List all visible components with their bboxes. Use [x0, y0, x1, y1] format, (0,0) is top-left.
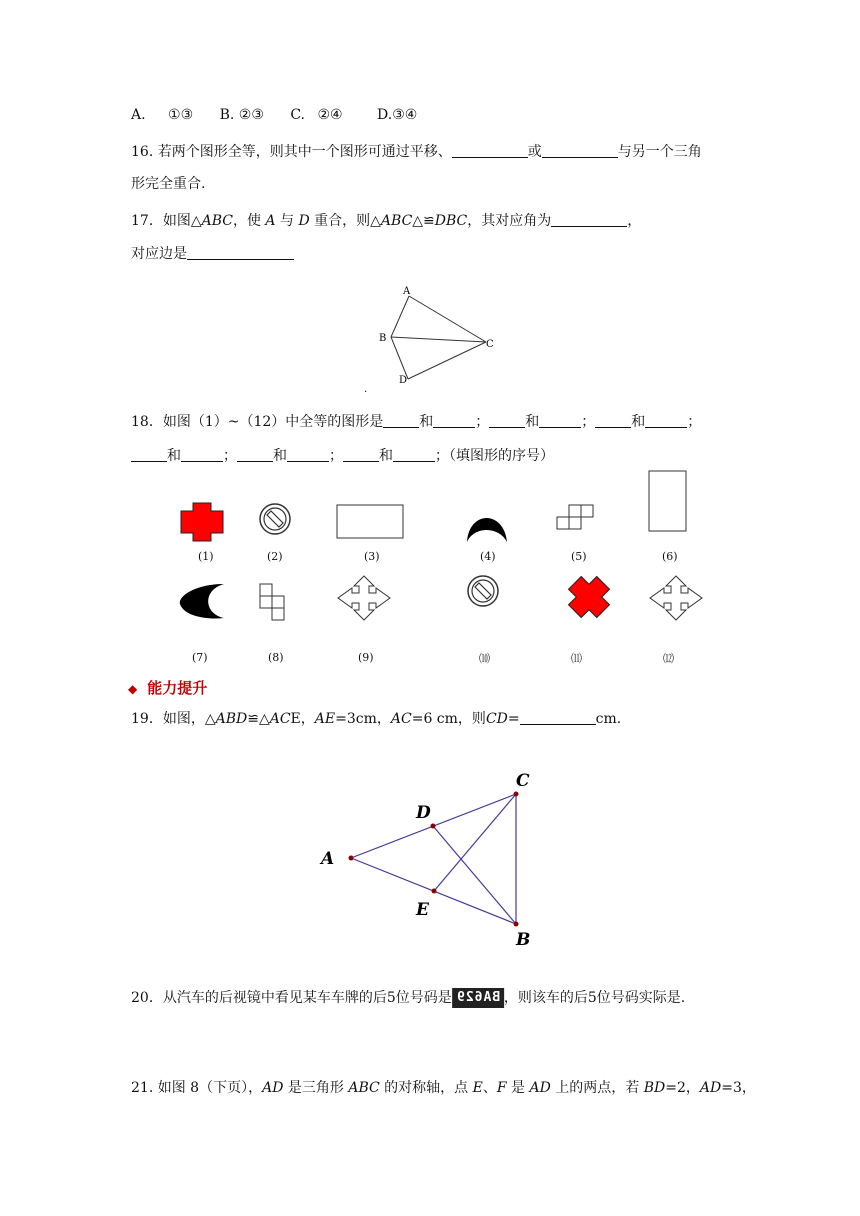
- answer-blank[interactable]: [452, 143, 528, 158]
- q15-options: [131, 106, 417, 124]
- caption-7: (7): [192, 651, 208, 664]
- shape-11-red-cross-rotated: [564, 572, 614, 622]
- q17-line2: [131, 245, 294, 263]
- q19-abd: ABD: [215, 711, 248, 727]
- q19-text: =3cm，: [335, 711, 391, 727]
- vertex-label-c: C: [486, 339, 494, 350]
- q19-ae: AE: [314, 711, 336, 727]
- q17-text: 重合，则△: [309, 213, 381, 229]
- q18-and: 和: [167, 448, 181, 464]
- q17-a: A: [265, 213, 276, 229]
- q21-text: 上的两点，若: [550, 1080, 644, 1096]
- q18-sep: ；: [329, 448, 343, 464]
- q17-text: ，其对应角为: [467, 213, 552, 229]
- shape-7-crescent: [176, 582, 226, 622]
- q19-cd: CD: [485, 711, 508, 727]
- caption-4: (4): [480, 550, 496, 563]
- q18-sep: ；: [475, 414, 490, 430]
- caption-10: ⑽: [479, 652, 490, 665]
- q17-cong: △≌: [412, 213, 435, 229]
- q19-text: E，: [290, 711, 315, 727]
- q18-and: 和: [379, 448, 393, 464]
- q18-sep: ；: [223, 448, 237, 464]
- q18-text: ；（填图形的序号）: [435, 448, 554, 464]
- q19-text: =6 cm，则: [411, 711, 486, 727]
- caption-12: ⑿: [663, 652, 674, 665]
- caption-3: (3): [364, 550, 380, 563]
- figure-19: [316, 764, 546, 954]
- license-plate-image: BA629: [452, 988, 504, 1008]
- q18-sep: ；: [581, 414, 596, 430]
- q21-e: E: [472, 1080, 483, 1096]
- q16-text-2: 或: [527, 144, 542, 160]
- answer-blank[interactable]: [343, 447, 379, 462]
- answer-blank[interactable]: [187, 245, 294, 260]
- q21-line: [131, 1079, 756, 1097]
- q19-line: [131, 710, 621, 728]
- vertex-label-b: B: [516, 930, 531, 950]
- answer-blank[interactable]: [393, 447, 435, 462]
- option-b-value: ②③: [238, 107, 264, 123]
- shape-4-arch: [464, 498, 510, 544]
- q16-line2: 形完全重合.: [131, 176, 206, 192]
- q21-bd: BD: [643, 1080, 666, 1096]
- section-heading: [128, 677, 207, 698]
- shape-5-squares: [556, 503, 602, 531]
- answer-blank[interactable]: [433, 413, 475, 428]
- vertex-label-a: A: [403, 286, 411, 297]
- q19-cong: ≌△: [247, 711, 270, 727]
- q19-ac: AC: [269, 711, 291, 727]
- q18-text: 18．如图（1）~（12）中全等的图形是: [131, 414, 384, 430]
- q19-text: =: [507, 711, 520, 727]
- shape-1-red-cross: [180, 502, 224, 542]
- stray-dot: .: [364, 384, 368, 395]
- q18-sep: ；: [687, 414, 702, 430]
- caption-6: (6): [662, 550, 678, 563]
- option-c-value: ②④: [317, 107, 343, 123]
- section-title: 能力提升: [147, 679, 208, 697]
- option-a: A.: [131, 107, 146, 123]
- option-d: D.③④: [377, 107, 418, 123]
- q19-text: 19．如图，△: [131, 711, 216, 727]
- q18-and: 和: [525, 414, 540, 430]
- shape-2-prohibition-sign: [258, 502, 292, 536]
- q21-text: =2，: [665, 1080, 700, 1096]
- vertex-label-b: B: [379, 333, 387, 344]
- q16-text-3: 与另一个三角: [617, 144, 702, 160]
- caption-11: ⑾: [571, 652, 582, 665]
- answer-blank[interactable]: [131, 447, 167, 462]
- q18-and: 和: [273, 448, 287, 464]
- vertex-label-d: D: [399, 375, 408, 386]
- caption-1: (1): [198, 550, 214, 563]
- q17-text: ，使: [232, 213, 266, 229]
- caption-9: (9): [358, 651, 374, 664]
- answer-blank[interactable]: [595, 413, 631, 428]
- q18-line1: [131, 413, 701, 431]
- q21-abc: ABC: [348, 1080, 380, 1096]
- q21-f: F: [496, 1080, 507, 1096]
- answer-blank[interactable]: [287, 447, 329, 462]
- option-c: C.: [290, 107, 306, 123]
- shape-12-four-arrows: [648, 574, 704, 622]
- option-b: B.: [219, 107, 235, 123]
- shape-8-squares: [258, 582, 290, 622]
- q18-and: 和: [631, 414, 646, 430]
- answer-blank[interactable]: [551, 212, 627, 227]
- q17-dbc: DBC: [434, 213, 468, 229]
- shape-6-tall-rectangle: [648, 470, 690, 534]
- option-a-value: ①③: [168, 107, 194, 123]
- q21-text: 21. 如图 8（下页），: [131, 1080, 263, 1096]
- vertex-label-d: D: [416, 803, 431, 823]
- answer-blank[interactable]: [539, 413, 581, 428]
- q21-text: 、: [482, 1080, 497, 1096]
- q21-text: 是三角形: [283, 1080, 349, 1096]
- q19-ac: AC: [390, 711, 412, 727]
- diamond-icon: ◆: [128, 682, 138, 696]
- q17-line1: [131, 212, 641, 230]
- answer-blank[interactable]: [383, 413, 419, 428]
- answer-blank[interactable]: [542, 143, 618, 158]
- q17-text: 对应边是: [131, 246, 187, 262]
- answer-blank[interactable]: [237, 447, 273, 462]
- caption-8: (8): [268, 651, 284, 664]
- q20-text: 20．从汽车的后视镜中看见某车车牌的后5位号码是: [131, 990, 452, 1006]
- answer-blank[interactable]: [181, 447, 223, 462]
- q21-text: =3，: [721, 1080, 756, 1096]
- caption-2: (2): [267, 550, 283, 563]
- shape-3-rectangle: [336, 504, 406, 540]
- q17-text: 17．如图△: [131, 213, 202, 229]
- q18-and: 和: [419, 414, 434, 430]
- vertex-label-c: C: [516, 771, 530, 791]
- q19-text: cm.: [595, 711, 622, 727]
- q21-text: 是: [506, 1080, 530, 1096]
- answer-blank[interactable]: [645, 413, 687, 428]
- q20-line: [131, 988, 685, 1008]
- vertex-label-a: A: [321, 849, 335, 869]
- q17-text: ，: [627, 213, 642, 229]
- answer-blank[interactable]: [489, 413, 525, 428]
- q17-abc: ABC: [380, 213, 413, 229]
- q20-text: ，则该车的后5位号码实际是.: [503, 990, 686, 1006]
- q17-text: 与: [275, 213, 299, 229]
- q21-ad: AD: [262, 1080, 284, 1096]
- shape-10-prohibition-sign: [466, 574, 500, 608]
- vertex-label-e: E: [416, 900, 429, 920]
- q18-line2: [131, 447, 554, 465]
- caption-5: (5): [571, 550, 587, 563]
- figure-17: [364, 280, 500, 395]
- q21-text: 的对称轴，点: [379, 1080, 473, 1096]
- q21-ad: AD: [529, 1080, 551, 1096]
- q16-line1: [131, 143, 702, 161]
- answer-blank[interactable]: [520, 710, 596, 725]
- q17-d: D: [298, 213, 310, 229]
- q16-text-1: 16. 若两个图形全等，则其中一个图形可通过平移、: [131, 144, 452, 160]
- q21-ad: AD: [699, 1080, 722, 1096]
- q17-abc: ABC: [201, 213, 233, 229]
- shape-9-four-arrows: [336, 574, 392, 622]
